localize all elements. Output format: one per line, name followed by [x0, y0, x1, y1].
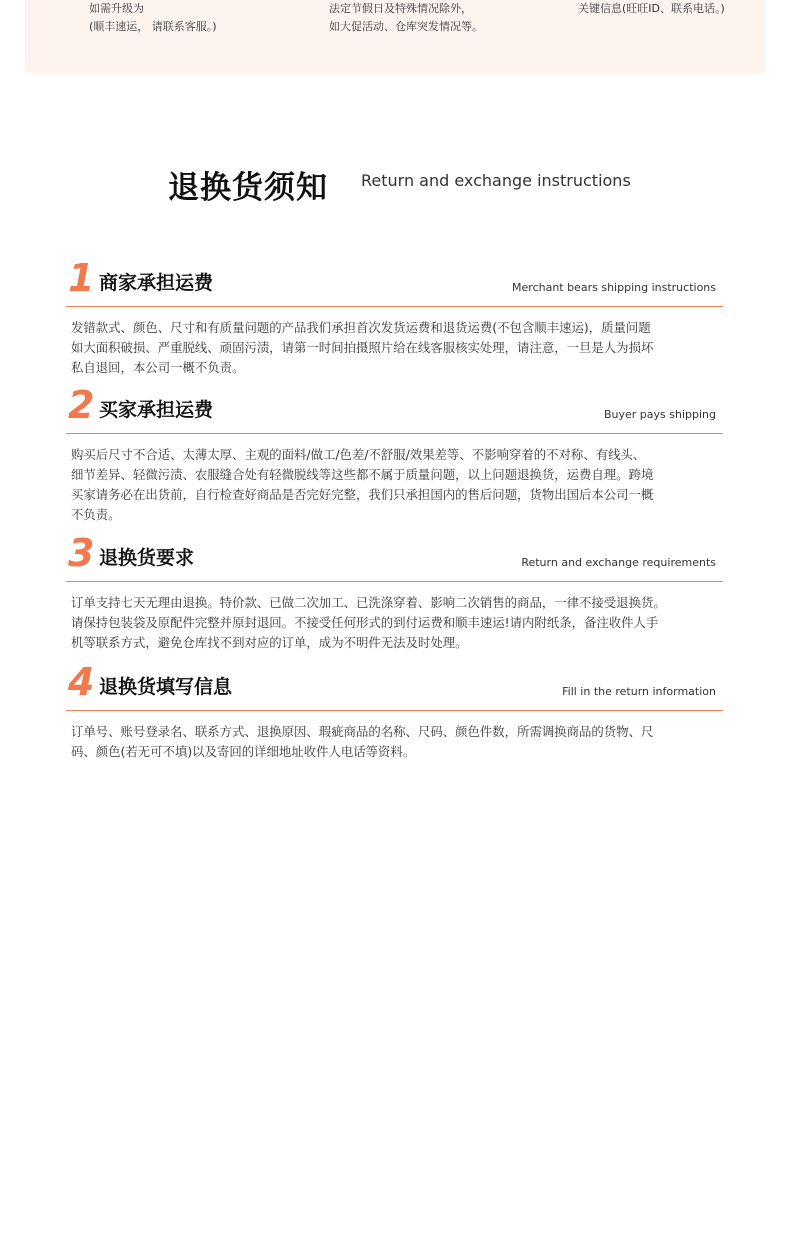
section-return-information: [66, 660, 723, 762]
section-title: 退换货填写信息: [99, 676, 233, 698]
section-body: [71, 722, 731, 762]
section-title: 商家承担运费: [99, 272, 214, 294]
section-merchant-shipping: [66, 256, 723, 378]
section-body: [71, 318, 731, 378]
page-title: 退换货须知: [168, 170, 328, 206]
top-info-line: 如大促活动、仓库突发情况等。: [329, 20, 483, 33]
body-line: 机等联系方式，避免仓库找不到对应的订单，成为不明件无法及时处理。: [71, 635, 468, 650]
section-header: [66, 531, 723, 582]
top-info-line: 如需升级为: [89, 2, 144, 15]
section-header: [66, 256, 723, 307]
section-title: 买家承担运费: [99, 399, 214, 421]
section-return-requirements: [66, 531, 723, 653]
section-number: 2: [68, 383, 95, 427]
section-subtitle: Merchant bears shipping instructions: [512, 281, 716, 294]
top-info-line: 法定节假日及特殊情况除外，: [329, 2, 472, 15]
section-body: [71, 445, 731, 525]
section-body: [71, 593, 731, 653]
section-number: 3: [68, 531, 95, 575]
section-buyer-shipping: [66, 383, 723, 525]
page-title-english: Return and exchange instructions: [361, 171, 631, 190]
top-info-column-2: [329, 0, 483, 36]
body-line: 码、颜色(若无可不填)以及寄回的详细地址收件人电话等资料。: [71, 744, 416, 759]
body-line: 不负责。: [71, 507, 121, 522]
body-line: 订单号、账号登录名、联系方式、退换原因、瑕疵商品的名称、尺码、颜色件数，所需调换商品的货物、尺: [71, 724, 654, 739]
section-subtitle: Buyer pays shipping: [603, 408, 716, 421]
body-line: 如大面积破损、严重脱线、顽固污渍，请第一时间拍摄照片给在线客服核实处理，请注意，一旦是人为损坏: [71, 340, 654, 355]
body-line: 请保持包装袋及原配件完整并原封退回。不接受任何形式的到付运费和顺丰速运!请内附纸条，备注收件人手: [71, 615, 659, 630]
body-line: 买家请务必在出货前，自行检查好商品是否完好完整，我们只承担国内的售后问题，货物出国后本公司一概: [71, 487, 654, 502]
section-title: 退换货要求: [99, 547, 195, 569]
section-number: 4: [68, 660, 95, 704]
top-info-column-1: [89, 0, 217, 36]
body-line: 购买后尺寸不合适、太薄太厚、主观的面料/做工/色差/不舒服/效果差等、不影响穿着的不对称、有线头、: [71, 447, 646, 462]
page-heading: [0, 160, 790, 206]
section-header: [66, 383, 723, 434]
body-line: 订单支持七天无理由退换。特价款、已做二次加工、已洗涤穿着、影响二次销售的商品，一律不接受退换货。: [71, 595, 666, 610]
section-subtitle: Return and exchange requirements: [521, 556, 716, 569]
top-info-column-3: [578, 0, 725, 18]
section-header: [66, 660, 723, 711]
body-line: 发错款式、颜色、尺寸和有质量问题的产品我们承担首次发货运费和退货运费(不包含顺丰速运)，质量问题: [71, 320, 651, 335]
body-line: 细节差异、轻微污渍、农服缝合处有轻微脱线等这些都不属于质量问题，以上问题退换货，运费自理。跨境: [71, 467, 654, 482]
section-number: 1: [68, 256, 95, 300]
top-info-line: 关键信息(旺旺ID、联系电话。): [578, 2, 725, 15]
section-subtitle: Fill in the return information: [562, 685, 716, 698]
body-line: 私自退回，本公司一概不负责。: [71, 360, 245, 375]
top-info-line: (顺丰速运， 请联系客服。): [89, 20, 217, 33]
